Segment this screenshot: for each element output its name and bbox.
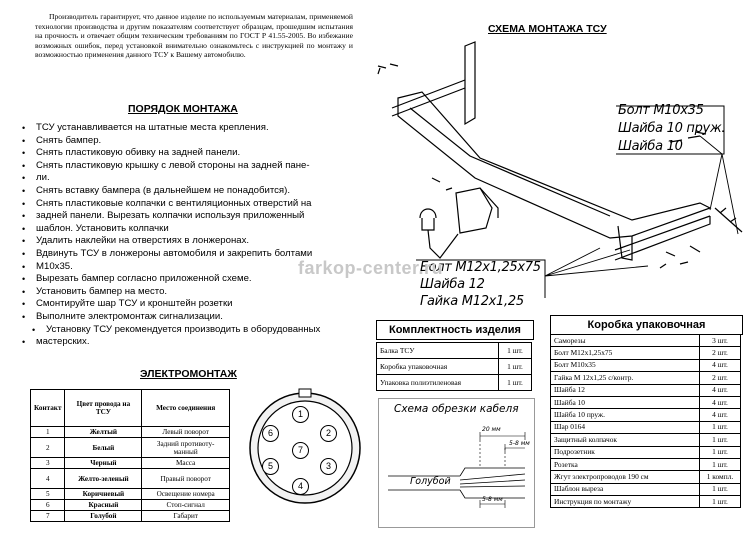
step-item: • Вырезать бампер согласно приложенной схеме. xyxy=(22,273,362,286)
step-item: • ли. xyxy=(22,172,362,185)
table-row: 3 Черный Масса xyxy=(31,458,230,469)
table-row: Шар 0164 1 шт. xyxy=(551,421,741,433)
watermark: farkop-center.ru xyxy=(298,258,444,278)
table-row: Упаковка полиэтиленовая 1 шт. xyxy=(377,375,532,391)
table-row: 2 Белый Задний противоту-манный xyxy=(31,438,230,458)
dim-total-label: 20 мм xyxy=(482,426,501,433)
assembly-order-title: ПОРЯДОК МОНТАЖА xyxy=(128,103,238,115)
step-item: • Снять пластиковую крышку с левой стороны на задней пане- xyxy=(22,160,362,173)
table-row: Шайба 12 4 шт. xyxy=(551,384,741,396)
table-row: Балка ТСУ 1 шт. xyxy=(377,343,532,359)
box-table xyxy=(550,334,741,508)
header-contact: Контакт xyxy=(31,390,65,427)
table-row: 7 Голубой Габарит xyxy=(31,511,230,522)
table-row: Шайба 10 4 шт. xyxy=(551,396,741,408)
step-item: • Выполните электромонтаж сигнализации. xyxy=(22,311,362,324)
callout-washer-12: Шайба 12 xyxy=(420,277,485,292)
socket-pin: 3 xyxy=(320,458,337,475)
table-row: Защитный колпачок 1 шт. xyxy=(551,434,741,446)
box-title: Коробка упаковочная xyxy=(550,315,743,335)
socket-pin: 6 xyxy=(262,425,279,442)
step-item: • Снять бампер. xyxy=(22,135,362,148)
callout-bolt-m12: Болт М12х1,25х75 xyxy=(420,260,541,275)
cable-drawing xyxy=(380,418,530,524)
socket-pin: 5 xyxy=(262,458,279,475)
table-row: Розетка 1 шт. xyxy=(551,458,741,470)
table-row: Инструкция по монтажу 1 шт. xyxy=(551,496,741,508)
assembly-steps-list xyxy=(22,122,362,349)
warranty-paragraph: Производитель гарантирует, что данное изделие по используемым материалам, применяемой технологии производства и другим показателям соответствует образцам, прошедшим испытания на прочность и отвечает общим техническим требованиям по ГОСТ Р 41.55-2005. Во избежание возможных ошибок, перед установкой внимательно ознакомьтесь с инструкцией по монтажу и возможностью применения данного ТСУ к Вашему автомобилю. xyxy=(35,12,353,59)
cable-wire-label: Голубой xyxy=(410,476,451,487)
cable-scheme-title: Схема обрезки кабеля xyxy=(394,403,519,415)
step-item: • Вдвинуть ТСУ в лонжероны автомобиля и закрепить болтами xyxy=(22,248,362,261)
table-row: Болт М12х1,25х75 2 шт. xyxy=(551,347,741,359)
step-item: • Установить бампер на место. xyxy=(22,286,362,299)
kit-title: Комплектность изделия xyxy=(376,320,534,340)
step-item: • мастерских. xyxy=(22,336,362,349)
kit-table xyxy=(376,342,532,391)
table-row: Саморезы 3 шт. xyxy=(551,335,741,347)
table-row: Шаблон выреза 1 шт. xyxy=(551,483,741,495)
header-connection: Место соединения xyxy=(142,390,230,427)
table-row: 4 Желто-зеленый Правый поворот xyxy=(31,469,230,489)
step-item: • Смонтируйте шар ТСУ и кронштейн розетки xyxy=(22,298,362,311)
step-item: • задней панели. Вырезать колпачки используя приложенный xyxy=(22,210,362,223)
table-row: Подрозетник 1 шт. xyxy=(551,446,741,458)
table-row: Болт М10х35 4 шт. xyxy=(551,359,741,371)
callout-washer-10: Шайба 10 xyxy=(618,139,683,154)
table-row: 5 Коричневый Освещение номера xyxy=(31,489,230,500)
socket-pin: 4 xyxy=(292,478,309,495)
step-item: • М10х35. xyxy=(22,261,362,274)
scheme-title: СХЕМА МОНТАЖА ТСУ xyxy=(488,23,607,35)
header-wire-color: Цвет провода на ТСУ xyxy=(65,390,142,427)
socket-pin: 2 xyxy=(320,425,337,442)
step-item: • шаблон. Установить колпачки xyxy=(22,223,362,236)
callout-nut-m12: Гайка М12х1,25 xyxy=(420,294,524,309)
table-row: 1 Желтый Левый поворот xyxy=(31,427,230,438)
wiring-table xyxy=(30,389,230,522)
callout-spring-washer-10: Шайба 10 пруж. xyxy=(618,121,726,136)
electric-title: ЭЛЕКТРОМОНТАЖ xyxy=(140,368,237,380)
table-row: Гайка М 12х1,25 с/контр. 2 шт. xyxy=(551,372,741,384)
step-item: • Снять пластиковые колпачки с вентиляционных отверстий на xyxy=(22,198,362,211)
step-item: • Удалить наклейки на отверстиях в лонжеронах. xyxy=(22,235,362,248)
socket-pin: 7 xyxy=(292,442,309,459)
dim-small-label: 5-8 мм xyxy=(509,440,530,447)
table-row: Шайба 10 пруж. 4 шт. xyxy=(551,409,741,421)
wiring-header-row xyxy=(31,390,230,427)
table-row: Жгут электропроводов 190 см 1 компл. xyxy=(551,471,741,483)
step-item: • Снять вставку бампера (в дальнейшем не понадобится). xyxy=(22,185,362,198)
callout-bolt-m10: Болт М10х35 xyxy=(618,103,704,118)
step-item: • ТСУ устанавливается на штатные места крепления. xyxy=(22,122,362,135)
table-row: 6 Красный Стоп-сигнал xyxy=(31,500,230,511)
socket-pin: 1 xyxy=(292,406,309,423)
step-item: • Установку ТСУ рекомендуется производить в оборудованных xyxy=(22,324,362,337)
table-row: Коробка упаковочная 1 шт. xyxy=(377,359,532,375)
dim-bottom-label: 5-8 мм xyxy=(482,496,503,503)
step-item: • Снять пластиковую обивку на задней панели. xyxy=(22,147,362,160)
